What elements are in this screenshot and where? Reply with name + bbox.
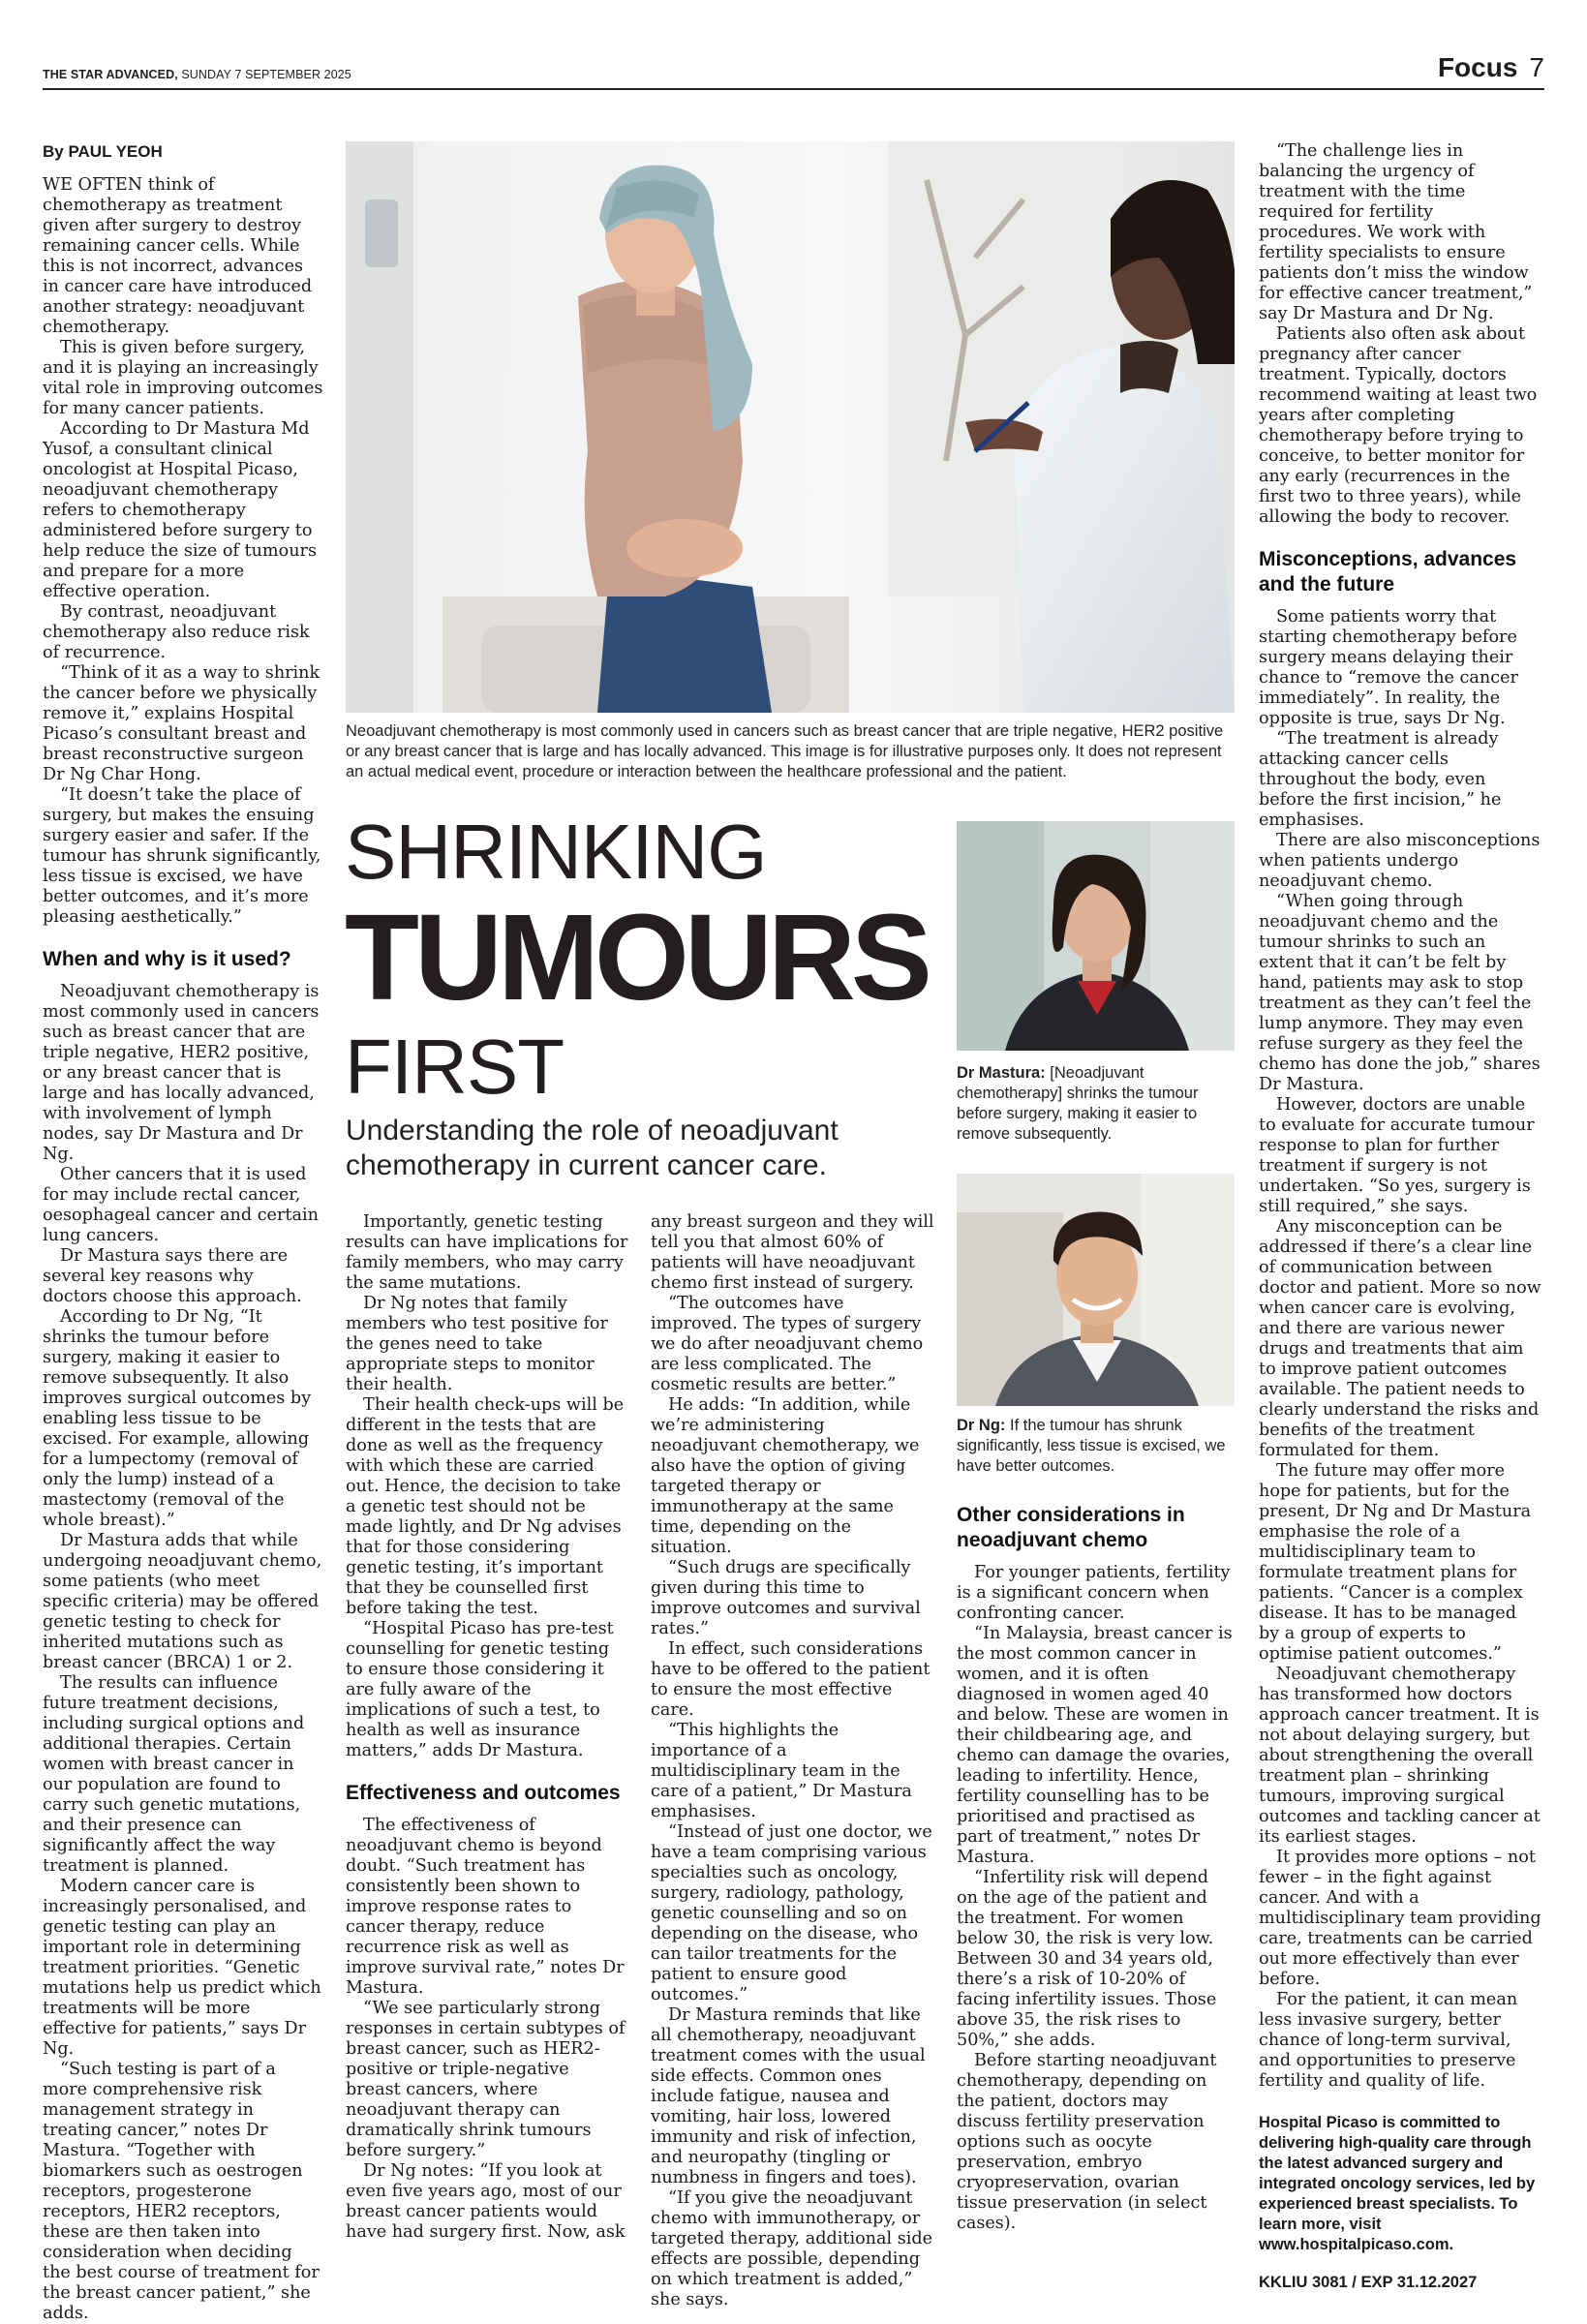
paragraph: The future may offer more hope for patients, but for the present, Dr Ng and Dr Mastura emphasise the role of a multidisciplinary team to formulate treatment plans for patients. “Cancer is a complex disease. It has to be managed by a group of experts to optimise patient outcomes.” xyxy=(1259,1461,1532,1664)
article-column-2 xyxy=(346,1212,628,2243)
main-photo-caption: Neoadjuvant chemotherapy is most commonly used in cancers such as breast cancer that are triple negative, HER2 positive or any breast cancer that is large and has locally advanced. This image is for illustrative purposes only. It does not represent an actual medical event, procedure or interaction between the healthcare professional and the patient. xyxy=(346,722,1224,780)
paragraph: “Infertility risk will depend on the age of the patient and the treatment. For women below 30, the risk is very low. Between 30 and 34 years old, there’s a risk of 10-20% of facing infertility issues. Those above 35, the risk rises to 50%,” she adds. xyxy=(957,1868,1217,2050)
subheading-when-why: When and why is it used? xyxy=(43,948,291,970)
paragraph: “Such testing is part of a more comprehensive risk management strategy in treating cancer,” notes Dr Mastura. “Together with biomarkers such as oestrogen receptors, progesterone receptors, HER2 receptors, these are then taken into consideration when deciding the best course of treatment for the breast cancer patient,” she adds. xyxy=(43,2060,320,2323)
main-photo-illustration xyxy=(346,141,1235,713)
paragraph: According to Dr Ng, “It shrinks the tumour before surgery, making it easier to remove subsequently. It also improves surgical outcomes by enabling less tissue to be excised. For example, allowing for a lumpectomy (removal of only the lump) instead of a mastectomy (removal of the whole breast).” xyxy=(43,1307,312,1530)
paragraph: Dr Mastura says there are several key reasons why doctors choose this approach. xyxy=(43,1246,302,1306)
page-number: 7 xyxy=(1529,52,1544,82)
paragraph: “It doesn’t take the place of surgery, but makes the ensuing surgery easier and safer. If the tumour has shrunk significantly, less tissue is excised, we have better outcomes, and it’s more pleasing aesthetically.” xyxy=(43,785,321,927)
portrait-dr-mastura xyxy=(957,821,1235,1051)
paragraph: “The challenge lies in balancing the urgency of treatment with the time required for fertility procedures. We work with fertility specialists to ensure patients don’t miss the window for effective cancer treatment,” say Dr Mastura and Dr Ng. xyxy=(1259,141,1533,323)
subheading-other-considerations: Other considerations in neoadjuvant chemo xyxy=(957,1504,1185,1551)
paragraph: For younger patients, fertility is a significant concern when confronting cancer. xyxy=(957,1563,1231,1623)
paragraph: any breast surgeon and they will tell you that almost 60% of patients will have neoadjuvant chemo first instead of surgery. xyxy=(651,1212,934,1293)
hospital-promo-text: Hospital Picaso is committed to delivering high-quality care through the latest advanced surgery and integrated oncology services, led by experienced breast specialists. To learn more, visit www.hospitalpicaso.com. xyxy=(1259,2114,1536,2253)
article-column-5 xyxy=(1259,141,1541,2293)
paragraph: Other cancers that it is used for may include rectal cancer, oesophageal cancer and certain lung cancers. xyxy=(43,1165,319,1245)
headline-line-1: SHRINKING xyxy=(345,809,767,895)
paragraph: However, doctors are unable to evaluate for accurate tumour response to plan for further treatment if surgery is not undertaken. “So yes, surgery is still required,” she says. xyxy=(1259,1095,1535,1216)
paragraph: “When going through neoadjuvant chemo and the tumour shrinks to such an extent that it can’t be felt by hand, patients may ask to stop treatment as they can’t feel the lump anymore. They may even refuse surgery as they feel the chemo has done the job,” shares Dr Mastura. xyxy=(1259,892,1541,1094)
registration-number: KKLIU 3081 / EXP 31.12.2027 xyxy=(1259,2274,1478,2291)
paragraph: Neoadjuvant chemotherapy is most commonly used in cancers such as breast cancer that are triple negative, HER2 positive, or any breast cancer that is large and has locally advanced, with involvement of lymph nodes, say Dr Mastura and Dr Ng. xyxy=(43,982,320,1164)
article-column-4 xyxy=(957,1503,1234,2234)
paragraph: In effect, such considerations have to be offered to the patient to ensure the most effective care. xyxy=(651,1639,931,1720)
publication-name: THE STAR ADVANCED, xyxy=(43,68,178,81)
caption-speaker-ng: Dr Ng: xyxy=(957,1417,1006,1434)
headline-line-2: TUMOURS xyxy=(345,889,928,1025)
portrait-mastura-illustration xyxy=(957,821,1235,1051)
caption-quote-ng: If the tumour has shrunk significantly, less tissue is excised, we have better outcomes. xyxy=(957,1417,1226,1475)
caption-speaker-mastura: Dr Mastura: xyxy=(957,1064,1046,1082)
headline xyxy=(345,809,945,1110)
masthead-rule xyxy=(43,88,1544,90)
section-header xyxy=(1438,52,1544,83)
paragraph: “We see particularly strong responses in certain subtypes of breast cancer, such as HER2-positive or triple-negative breast cancers, where neoadjuvant therapy can dramatically shrink tumours before surgery.” xyxy=(346,1999,626,2160)
paragraph: Modern cancer care is increasingly personalised, and genetic testing can play an important role in determining treatment priorities. “Genetic mutations help us predict which treatments will be more effective for patients,” says Dr Ng. xyxy=(43,1877,321,2059)
paragraph: “In Malaysia, breast cancer is the most common cancer in women, and it is often diagnosed in women aged 40 and below. These are women in their childbearing age, and chemo can damage the ovaries, leading to infertility. Hence, fertility counselling has to be prioritised and practised as part of treatment,” notes Dr Mastura. xyxy=(957,1624,1233,1867)
main-photo-doctor-patient xyxy=(346,141,1235,713)
paragraph: Dr Ng notes: “If you look at even five years ago, most of our breast cancer patients would have had surgery first. Now, ask xyxy=(346,2161,626,2242)
paragraph: “Think of it as a way to shrink the cancer before we physically remove it,” explains Hospital Picaso’s consultant breast and breast reconstructive surgeon Dr Ng Char Hong. xyxy=(43,663,320,784)
portrait-caption-mastura xyxy=(957,1063,1237,1145)
masthead-publication-date xyxy=(43,68,351,81)
issue-date: SUNDAY 7 SEPTEMBER 2025 xyxy=(177,68,351,81)
paragraph: The effectiveness of neoadjuvant chemo is beyond doubt. “Such treatment has consistently been shown to improve response rates to cancer therapy, reduce recurrence risk as well as improve survival rate,” notes Dr Mastura. xyxy=(346,1816,625,1998)
portrait-dr-ng xyxy=(957,1174,1235,1406)
caption-quote-mastura: [Neoadjuvant chemotherapy] shrinks the tumour before surgery, making it easier to remove subsequently. xyxy=(957,1064,1199,1143)
paragraph: For the patient, it can mean less invasive surgery, better chance of long-term survival, and opportunities to preserve fertility and quality of life. xyxy=(1259,1990,1518,2091)
subheadline: Understanding the role of neoadjuvant chemotherapy in current cancer care. xyxy=(346,1115,839,1181)
portrait-ng-illustration xyxy=(957,1174,1235,1406)
paragraph: Importantly, genetic testing results can have implications for family members, who may carry the same mutations. xyxy=(346,1212,628,1293)
paragraph: Some patients worry that starting chemotherapy before surgery means delaying their chance to “remove the cancer immediately”. In reality, the opposite is true, says Dr Ng. xyxy=(1259,607,1518,728)
paragraph: “The treatment is already attacking cancer cells throughout the body, even before the first incision,” he emphasises. xyxy=(1259,729,1502,830)
article-column-3 xyxy=(651,1212,935,2310)
paragraph: “If you give the neoadjuvant chemo with immunotherapy, or targeted therapy, additional side effects are possible, depending on which treatment is added,” she says. xyxy=(651,2188,933,2309)
article-column-1 xyxy=(43,141,323,2324)
paragraph: He adds: “In addition, while we’re administering neoadjuvant chemotherapy, we also have the option of giving targeted therapy or immunotherapy at the same time, depending on the situation. xyxy=(651,1395,920,1557)
byline: By PAUL YEOH xyxy=(43,142,163,161)
paragraph: Before starting neoadjuvant chemotherapy, depending on the patient, doctors may discuss fertility preservation options such as oocyte preservation, embryo cryopreservation, ovarian tissue preservation (in select cases). xyxy=(957,2051,1217,2233)
paragraph: Neoadjuvant chemotherapy has transformed how doctors approach cancer treatment. It is not about delaying surgery, but about strengthening the overall treatment plan – shrinking tumours, improving surgical outcomes and tackling cancer at its earliest stages. xyxy=(1259,1665,1541,1847)
paragraph: Any misconception can be addressed if there’s a clear line of communication between doctor and patient. More so now when cancer care is evolving, and there are various newer drugs and treatments that aim to improve patient outcomes available. The patient needs to clearly understand the risks and benefits of the treatment formulated for them. xyxy=(1259,1217,1541,1460)
paragraph: “This highlights the importance of a multidisciplinary team in the care of a patient,” Dr Mastura emphasises. xyxy=(651,1721,912,1821)
paragraph: “The outcomes have improved. The types of surgery we do after neoadjuvant chemo are less complicated. The cosmetic results are better.” xyxy=(651,1294,924,1394)
lead-paragraph: WE OFTEN think of chemotherapy as treatment given after surgery to destroy remaining cancer cells. While this is not incorrect, advances in cancer care have introduced another strategy: neoadjuvant chemotherapy. xyxy=(43,175,313,337)
paragraph: It provides more options – not fewer – in the fight against cancer. And with a multidisciplinary team providing care, treatments can be carried out more effectively than ever before. xyxy=(1259,1848,1541,1989)
portrait-caption-ng xyxy=(957,1416,1237,1477)
paragraph: Dr Mastura reminds that like all chemotherapy, neoadjuvant treatment comes with the usual side effects. Common ones include fatigue, nausea and vomiting, hair loss, lowered immunity and risk of infection, and neuropathy (tingling or numbness in fingers and toes). xyxy=(651,2005,926,2187)
paragraph: Patients also often ask about pregnancy after cancer treatment. Typically, doctors recommend waiting at least two years after completing chemotherapy before trying to conceive, to better monitor for any early (recurrences in the first two to three years), while allowing the body to recover. xyxy=(1259,324,1538,527)
paragraph: There are also misconceptions when patients undergo neoadjuvant chemo. xyxy=(1259,831,1541,891)
subheading-effectiveness: Effectiveness and outcomes xyxy=(346,1782,621,1804)
paragraph: By contrast, neoadjuvant chemotherapy also reduce risk of recurrence. xyxy=(43,602,310,662)
paragraph: Dr Ng notes that family members who test positive for the genes need to take appropriate steps to monitor their health. xyxy=(346,1294,608,1394)
subheading-misconceptions: Misconceptions, advances and the future xyxy=(1259,548,1517,596)
paragraph: This is given before surgery, and it is playing an increasingly vital role in improving outcomes for many cancer patients. xyxy=(43,338,323,418)
paragraph: “Such drugs are specifically given during this time to improve outcomes and survival rates.” xyxy=(651,1558,921,1638)
paragraph: According to Dr Mastura Md Yusof, a consultant clinical oncologist at Hospital Picaso, neoadjuvant chemotherapy refers to chemotherapy administered before surgery to help reduce the size of tumours and prepare for a more effective operation. xyxy=(43,419,317,601)
section-name: Focus xyxy=(1437,52,1518,82)
headline-line-3: FIRST xyxy=(345,1024,565,1110)
paragraph: Their health check-ups will be different in the tests that are done as well as the frequency with which these are carried out. Hence, the decision to take a genetic test should not be made lightly, and Dr Ng advises that for those considering genetic testing, it’s important that they be counselled first before taking the test. xyxy=(346,1395,625,1618)
paragraph: “Instead of just one doctor, we have a team comprising various specialties such as oncology, surgery, radiology, pathology, genetic counselling and so on depending on the disease, who can tailor treatments for the patient to ensure good outcomes.” xyxy=(651,1822,932,2004)
paragraph: Dr Mastura adds that while undergoing neoadjuvant chemo, some patients (who meet specific criteria) may be offered genetic testing to check for inherited mutations such as breast cancer (BRCA) 1 or 2. xyxy=(43,1531,322,1672)
paragraph: The results can influence future treatment decisions, including surgical options and additional therapies. Certain women with breast cancer in our population are found to carry such genetic mutations, and their presence can significantly affect the way treatment is planned. xyxy=(43,1673,305,1876)
paragraph: “Hospital Picaso has pre-test counselling for genetic testing to ensure those considering it are fully aware of the implications of such a test, to health as well as insurance matters,” adds Dr Mastura. xyxy=(346,1619,614,1760)
